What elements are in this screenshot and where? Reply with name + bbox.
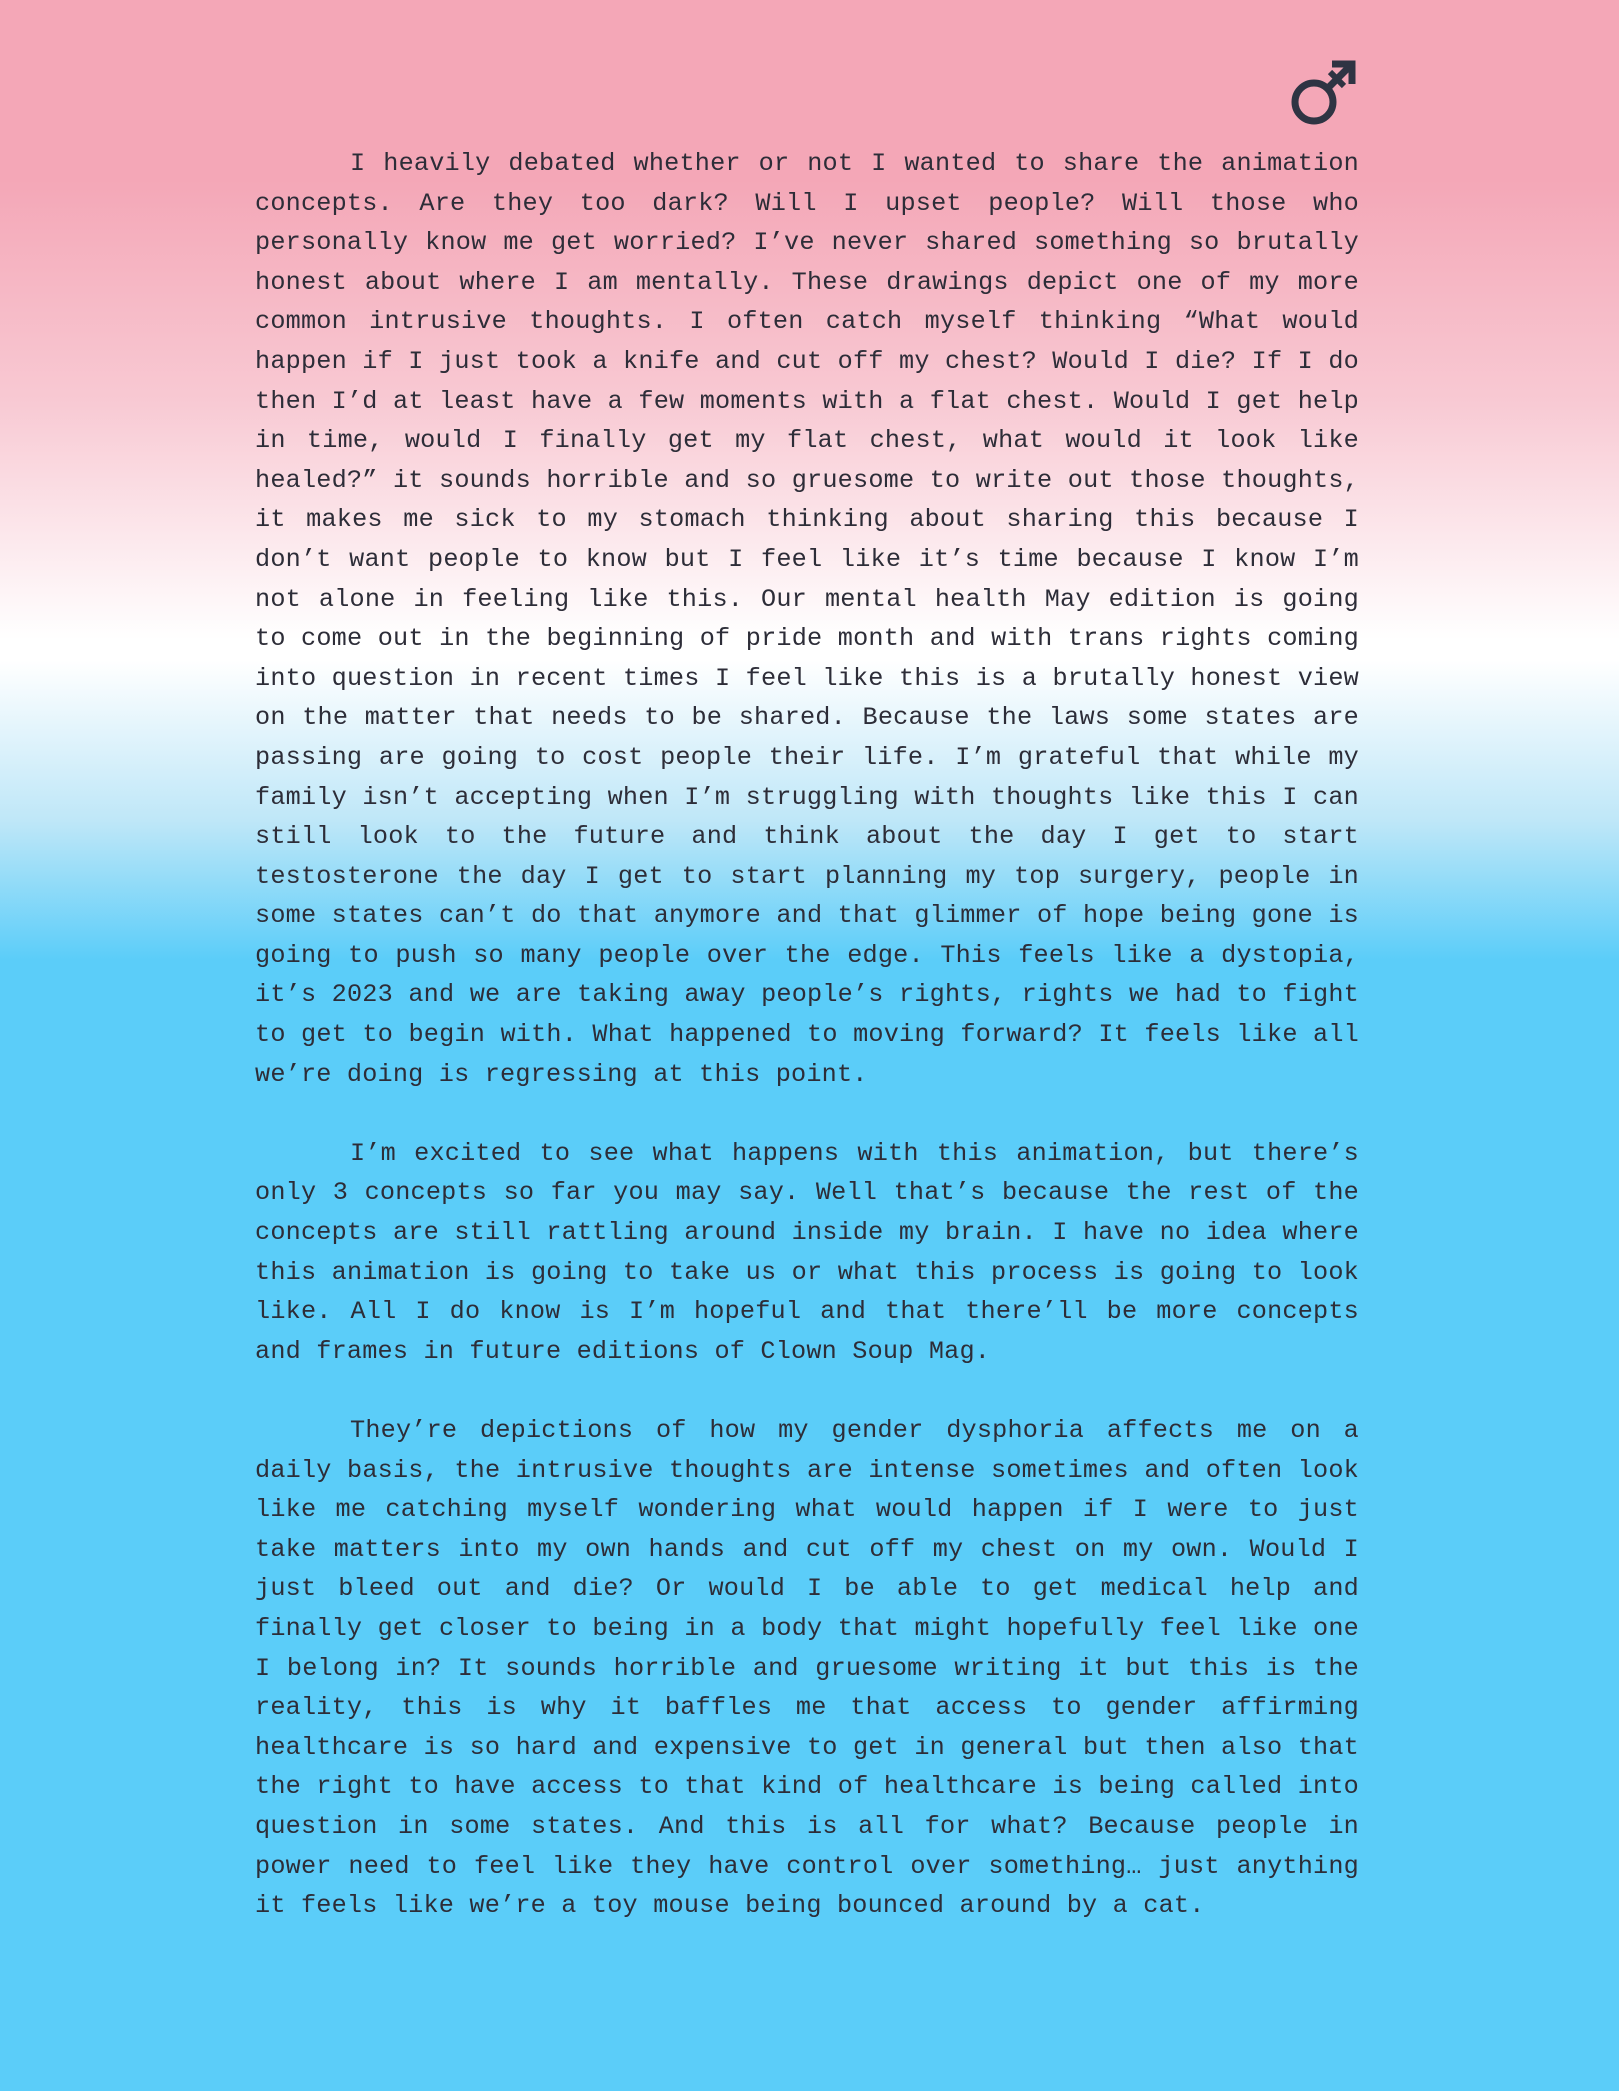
article-body — [255, 144, 1359, 1926]
transgender-male-symbol-icon — [1288, 56, 1360, 128]
article-paragraph-3: They’re depictions of how my gender dysphoria affects me on a daily basis, the intrusive thoughts are intense sometimes and often look like me catching myself wondering what would happen if I were to just take matters into my own hands and cut off my chest on my own. Would I just bleed out and die? Or would I be able to get medical help and finally get closer to being in a body that might hopefully feel like one I belong in? It sounds horrible and gruesome writing it but this is the reality, this is why it baffles me that access to gender affirming healthcare is so hard and expensive to get in general but then also that the right to have access to that kind of healthcare is being called into question in some states. And this is all for what? Because people in power need to feel like they have control over something… just anything it feels like we’re a toy mouse being bounced around by a cat. — [255, 1416, 1359, 1921]
article-paragraph-2: I’m excited to see what happens with this animation, but there’s only 3 concepts so far you may say. Well that’s because the rest of the concepts are still rattling around inside my brain. I have no idea where this animation is going to take us or what this process is going to look like. All I do know is I’m hopeful and that there’ll be more concepts and frames in future editions of Clown Soup Mag. — [255, 1138, 1359, 1366]
article-paragraph-1: I heavily debated whether or not I wanted to share the animation concepts. Are they too dark? Will I upset people? Will those who personally know me get worried? I’ve never shared something so brutally honest about where I am mentally. These drawings depict one of my more common intrusive thoughts. I often catch myself thinking “What would happen if I just took a knife and cut off my chest? Would I die? If I do then I’d at least have a few moments with a flat chest. Would I get help in time, would I finally get my flat chest, what would it look like healed?” it sounds horrible and so gruesome to write out those thoughts, it makes me sick to my stomach thinking about sharing this because I don’t want people to know but I feel like it’s time because I know I’m not alone in feeling like this. Our mental health May edition is going to come out in the beginning of pride month and with trans rights coming into question in recent times I feel like this is a brutally honest view on the matter that needs to be shared. Because the laws some states are passing are going to cost people their life. I’m grateful that while my family isn’t accepting when I’m struggling with thoughts like this I can still look to the future and think about the day I get to start testosterone the day I get to start planning my top surgery, people in some states can’t do that anymore and that glimmer of hope being gone is going to push so many people over the edge. This feels like a dystopia, it’s 2023 and we are taking away people’s rights, rights we had to fight to get to begin with. What happened to moving forward? It feels like all we’re doing is regressing at this point. — [255, 149, 1359, 1089]
